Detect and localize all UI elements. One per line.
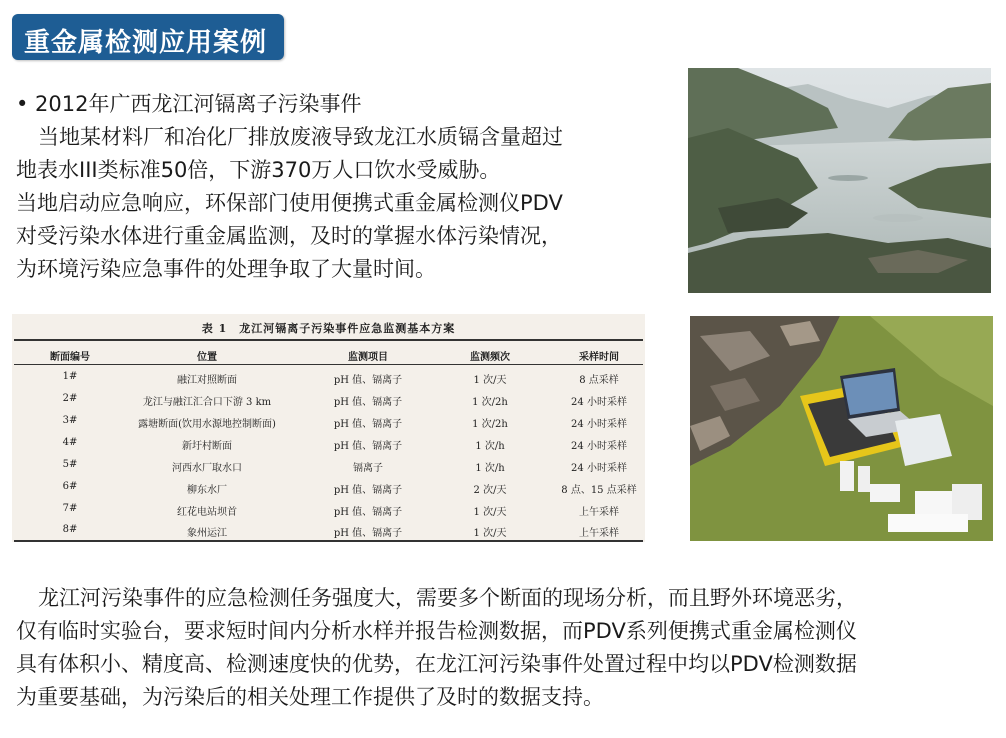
table-row	[12, 519, 645, 541]
table-cell: 上午采样	[579, 507, 619, 518]
summary-line: 具有体积小、精度高、检测速度快的优势，在龙江河污染事件处置过程中均以PDV检测数据	[16, 652, 857, 676]
table-cell: 8 点采样	[579, 375, 619, 386]
intro-line: 对受污染水体进行重金属监测，及时的掌握水体污染情况，	[16, 224, 562, 248]
table-cell: 上午采样	[579, 528, 619, 539]
table-cell: 新圩村断面	[182, 441, 232, 452]
table-cell: pH 值、镉离子	[333, 419, 403, 430]
table-cell: 2#	[62, 393, 78, 404]
header-cell: 监测项目	[348, 352, 388, 363]
table-cell: 1 次/2h	[472, 419, 508, 430]
table-cell: 8 点、15 点采样	[561, 485, 637, 496]
table-cell: 露塘断面(饮用水源地控制断面)	[138, 419, 276, 430]
summary-line: 为重要基础，为污染后的相关处理工作提供了及时的数据支持。	[16, 685, 604, 709]
intro-line: 为环境污染应急事件的处理争取了大量时间。	[16, 257, 436, 281]
table-cell: 1 次/天	[473, 507, 507, 518]
table-header-rule	[14, 364, 643, 365]
table-cell: 5#	[62, 459, 78, 470]
table-cell: pH 值、镉离子	[333, 485, 403, 496]
table-cell: pH 值、镉离子	[333, 528, 403, 539]
table-cell: 河西水厂取水口	[172, 463, 242, 474]
table-cell: 3#	[62, 415, 78, 426]
table-cell: 4#	[62, 437, 78, 448]
header-cell: 位置	[197, 352, 217, 363]
table-cell: 象州运江	[187, 528, 227, 539]
table-cell: 1 次/h	[475, 441, 505, 452]
page-title: 重金属检测应用案例	[24, 28, 268, 58]
intro-section	[16, 88, 656, 286]
table-cell: 1#	[62, 371, 78, 382]
table-cell: pH 值、镉离子	[333, 397, 403, 408]
table-cell: 24 小时采样	[571, 397, 627, 408]
header-cell: 采样时间	[579, 352, 619, 363]
table-cell: 6#	[62, 481, 78, 492]
table-cell: pH 值、镉离子	[333, 441, 403, 452]
table-row	[12, 366, 645, 388]
table-cell: 红花电站坝首	[177, 507, 237, 518]
monitoring-plan-table	[12, 314, 645, 542]
table-row	[12, 388, 645, 410]
table-cell: 柳东水厂	[187, 485, 227, 496]
table-top-rule	[14, 339, 643, 341]
table-cell: pH 值、镉离子	[333, 507, 403, 518]
table-cell: 24 小时采样	[571, 419, 627, 430]
table-bottom-rule	[14, 540, 643, 542]
table-cell: 2 次/天	[473, 485, 507, 496]
table-cell: 7#	[62, 503, 78, 514]
table-row	[12, 432, 645, 454]
intro-bullet-line: • 2012年广西龙江河镉离子污染事件	[16, 92, 362, 116]
table-cell: 1 次/天	[473, 375, 507, 386]
river-photo	[688, 68, 991, 293]
field-equipment-photo	[690, 316, 993, 541]
table-cell: 24 小时采样	[571, 441, 627, 452]
intro-line: 当地启动应急响应，环保部门使用便携式重金属检测仪PDV	[16, 191, 563, 215]
table-cell: 镉离子	[353, 463, 383, 474]
header-cell: 断面编号	[50, 352, 90, 363]
table-header-row	[12, 343, 645, 365]
page-title-badge	[12, 14, 284, 60]
table-row	[12, 476, 645, 498]
summary-line: 仅有临时实验台，要求短时间内分析水样并报告检测数据，而PDV系列便携式重金属检测仪	[16, 619, 857, 643]
header-cell: 监测频次	[470, 352, 510, 363]
table-row	[12, 498, 645, 520]
table-cell: 1 次/天	[473, 528, 507, 539]
intro-line: 当地某材料厂和冶化厂排放废液导致龙江水质镉含量超过	[38, 125, 563, 149]
summary-line: 龙江河污染事件的应急检测任务强度大，需要多个断面的现场分析，而且野外环境恶劣，	[38, 586, 857, 610]
table-caption: 表 1 龙江河镉离子污染事件应急监测基本方案	[201, 322, 456, 335]
table-row	[12, 410, 645, 432]
river-photo-image	[688, 68, 991, 293]
table-row	[12, 454, 645, 476]
field-equipment-image	[690, 316, 993, 541]
table-cell: 24 小时采样	[571, 463, 627, 474]
intro-line: 地表水III类标准50倍，下游370万人口饮水受威胁。	[16, 158, 501, 182]
table-cell: 1 次/2h	[472, 397, 508, 408]
table-cell: 1 次/h	[475, 463, 505, 474]
table-cell: 8#	[62, 524, 78, 535]
table-cell: pH 值、镉离子	[333, 375, 403, 386]
summary-section	[16, 582, 992, 714]
table-cell: 融江对照断面	[177, 375, 237, 386]
table-cell: 龙江与融江汇合口下游 3 km	[142, 397, 272, 408]
